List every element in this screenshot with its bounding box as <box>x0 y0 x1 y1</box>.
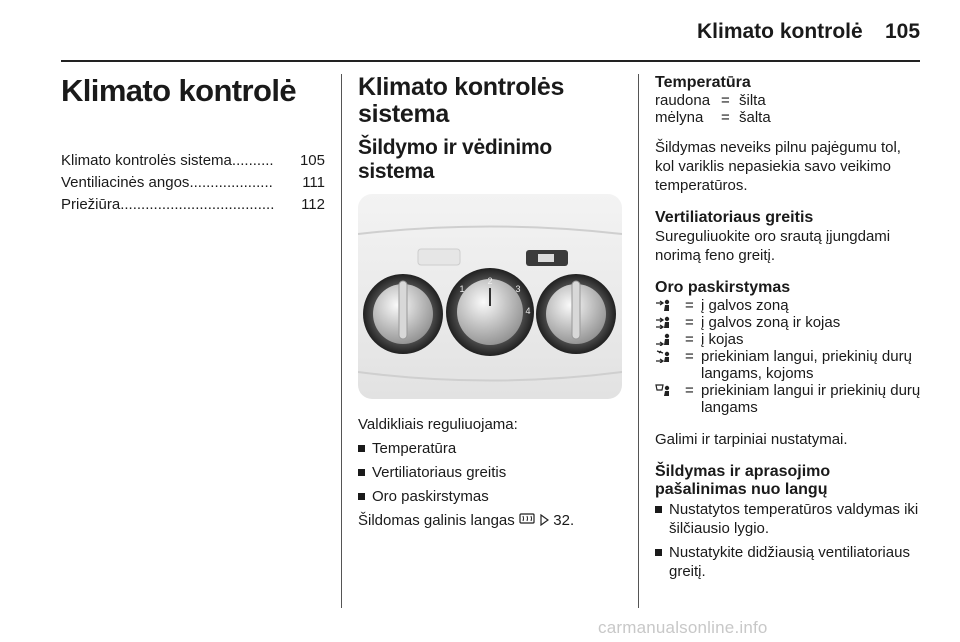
row-equals: = <box>685 314 694 331</box>
table-row <box>655 92 923 109</box>
bullet-square <box>358 493 365 500</box>
windscreen-icon <box>655 382 685 416</box>
column-divider-2 <box>638 74 639 608</box>
table-row <box>655 382 923 416</box>
bullet-square <box>358 445 365 452</box>
head-feet-zone-icon <box>655 314 685 331</box>
feet-zone-icon <box>655 331 685 348</box>
row-equals: = <box>685 382 694 399</box>
toc-entry-page: 112 <box>301 196 325 213</box>
head-zone-icon <box>655 297 685 314</box>
row-equals: = <box>685 331 694 348</box>
list-item-text: Oro paskirstymas <box>372 488 489 505</box>
table-row <box>655 314 923 331</box>
rear-window-heater-icon <box>519 512 535 531</box>
toc-entry-page: 105 <box>299 152 325 169</box>
toc-entry-label: Ventiliacinės angos <box>61 174 190 191</box>
bullet-square <box>655 506 662 513</box>
air-distribution-table <box>655 297 923 416</box>
row-equals: = <box>685 348 694 365</box>
table-row <box>655 348 923 382</box>
toc-leader: ..................................... <box>120 196 275 213</box>
page-reference-icon[interactable] <box>539 512 549 531</box>
rear-window-reference <box>358 511 622 531</box>
row-equals: = <box>721 92 730 109</box>
chapter-column <box>61 74 325 216</box>
temperature-heading: Temperatūra <box>655 74 751 91</box>
defog-heading: Šildymas ir aprasojimo pašalinimas nuo langų <box>655 463 831 498</box>
toc-entry-page: 111 <box>302 174 325 191</box>
list-item <box>655 500 923 538</box>
toc-leader: .......... <box>231 152 274 169</box>
table-row <box>655 109 923 126</box>
svg-text:1: 1 <box>459 284 465 294</box>
detail-column <box>655 74 923 586</box>
bullet-square <box>655 549 662 556</box>
list-item <box>655 543 923 581</box>
toc-entry-label: Priežiūra <box>61 196 121 213</box>
row-definition: šilta <box>739 92 766 109</box>
defog-list <box>655 500 923 581</box>
list-item-text: Nustatykite didžiausią ventiliatoriaus greitį. <box>669 544 910 580</box>
toc-leader: .................... <box>189 174 273 191</box>
watermark: carmanualsonline.info <box>598 618 768 637</box>
temperature-table <box>655 92 923 126</box>
row-definition: į galvos zoną ir kojas <box>701 314 841 331</box>
list-item <box>358 487 622 506</box>
fan-speed-text: Sureguliuokite oro srautą įjungdami norimą feno greitį. <box>655 228 891 264</box>
windscreen-feet-icon <box>655 348 685 382</box>
bullet-square <box>358 469 365 476</box>
subsection-title: Šildymo ir vėdinimo sistema <box>358 136 552 183</box>
controls-intro: Valdikliais reguliuojama: <box>358 416 518 433</box>
air-distribution-heading: Oro paskirstymas <box>655 279 791 296</box>
svg-text:3: 3 <box>515 284 521 294</box>
toc-entry[interactable] <box>61 172 325 194</box>
running-header-title: Klimato kontrolė <box>697 20 863 43</box>
row-definition: į kojas <box>701 331 744 348</box>
row-definition: priekiniam langui ir priekinių durų langams <box>701 382 921 416</box>
fan-speed-heading: Vertiliatoriaus greitis <box>655 209 814 226</box>
intermediate-note: Galimi ir tarpiniai nustatymai. <box>655 431 848 448</box>
row-definition: šalta <box>739 109 771 126</box>
row-term: raudona <box>655 92 711 109</box>
svg-text:2: 2 <box>487 276 493 286</box>
page-number: 105 <box>885 20 921 43</box>
toc-entry[interactable] <box>61 150 325 172</box>
climate-control-panel-illustration <box>358 194 622 399</box>
controls-list <box>358 439 622 506</box>
chapter-title: Klimato kontrolė <box>61 73 296 108</box>
row-term: mėlyna <box>655 109 704 126</box>
rear-window-text: Šildomas galinis langas <box>358 512 519 529</box>
table-of-contents <box>61 150 325 216</box>
header-rule <box>61 60 920 62</box>
toc-entry[interactable] <box>61 194 325 216</box>
row-equals: = <box>685 297 694 314</box>
row-definition: į galvos zoną <box>701 297 789 314</box>
list-item-text: Nustatytos temperatūros valdymas iki šilčiausio lygio. <box>669 501 919 537</box>
table-row <box>655 331 923 348</box>
toc-entry-label: Klimato kontrolės sistema <box>61 152 232 169</box>
list-item-text: Vertiliatoriaus greitis <box>372 464 507 481</box>
list-item-text: Temperatūra <box>372 440 457 457</box>
main-column <box>358 74 622 531</box>
column-divider-1 <box>341 74 342 608</box>
row-definition: priekiniam langui, priekinių durų langams, kojoms <box>701 348 912 382</box>
rear-window-page[interactable]: 32. <box>549 512 575 529</box>
temperature-note: Šildymas neveiks pilnu pajėgumu tol, kol variklis nepasiekia savo veikimo temperatūros. <box>655 139 901 194</box>
climate-control-panel-figure <box>358 194 622 399</box>
list-item <box>358 463 622 482</box>
list-item <box>358 439 622 458</box>
section-title: Klimato kontrolės sistema <box>358 73 565 128</box>
table-row <box>655 297 923 314</box>
row-equals: = <box>721 109 730 126</box>
svg-text:4: 4 <box>525 306 531 316</box>
